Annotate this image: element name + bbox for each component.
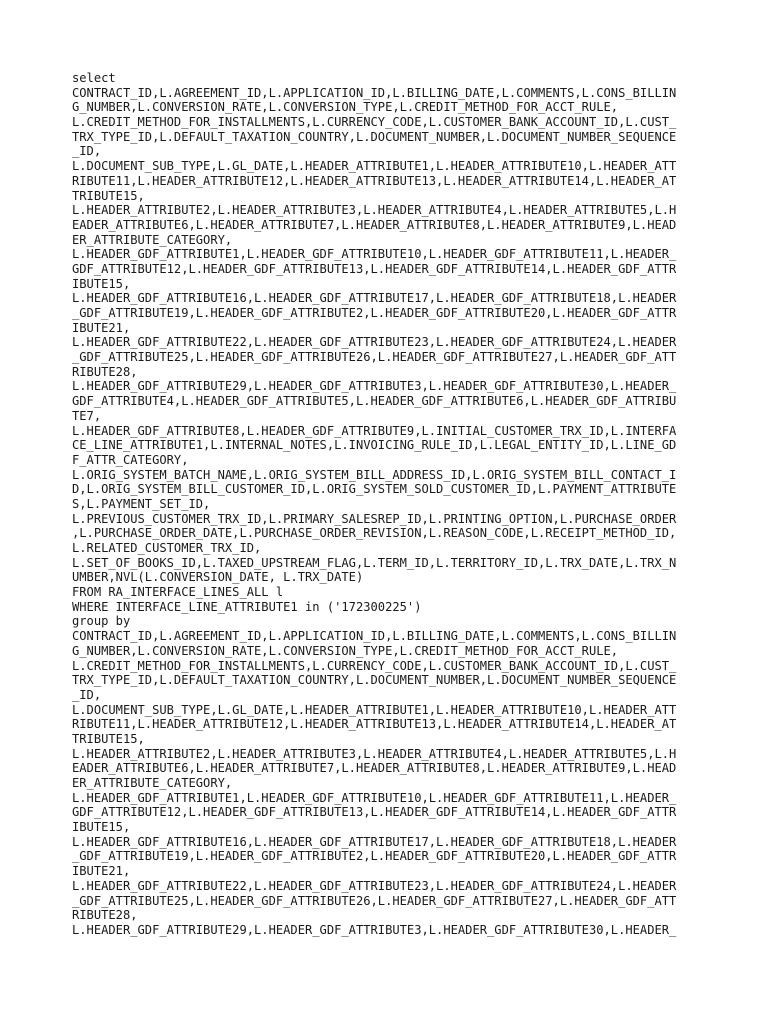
code-line: L.HEADER_GDF_ATTRIBUTE29,L.HEADER_GDF_ATTRIBUTE3,L.HEADER_GDF_ATTRIBUTE30,L.HEADER_	[72, 379, 677, 394]
sql-code-block	[72, 71, 712, 938]
code-line: WHERE INTERFACE_LINE_ATTRIBUTE1 in ('172300225')	[72, 599, 422, 614]
code-line: L.HEADER_GDF_ATTRIBUTE1,L.HEADER_GDF_ATTRIBUTE10,L.HEADER_GDF_ATTRIBUTE11,L.HEADER_	[72, 247, 677, 262]
code-line: L.SET_OF_BOOKS_ID,L.TAXED_UPSTREAM_FLAG,L.TERM_ID,L.TERRITORY_ID,L.TRX_DATE,L.TRX_N	[72, 555, 677, 570]
code-line: EADER_ATTRIBUTE6,L.HEADER_ATTRIBUTE7,L.HEADER_ATTRIBUTE8,L.HEADER_ATTRIBUTE9,L.HEAD	[72, 761, 677, 776]
code-line: IBUTE21,	[72, 864, 131, 879]
code-line: _ID,	[72, 687, 102, 702]
code-line: UMBER,NVL(L.CONVERSION_DATE, L.TRX_DATE)	[72, 570, 364, 585]
code-line: L.CREDIT_METHOD_FOR_INSTALLMENTS,L.CURRENCY_CODE,L.CUSTOMER_BANK_ACCOUNT_ID,L.CUST_	[72, 115, 677, 130]
code-line: L.DOCUMENT_SUB_TYPE,L.GL_DATE,L.HEADER_ATTRIBUTE1,L.HEADER_ATTRIBUTE10,L.HEADER_ATT	[72, 702, 677, 717]
code-line: GDF_ATTRIBUTE12,L.HEADER_GDF_ATTRIBUTE13,L.HEADER_GDF_ATTRIBUTE14,L.HEADER_GDF_ATTR	[72, 261, 677, 276]
code-line: L.HEADER_GDF_ATTRIBUTE22,L.HEADER_GDF_ATTRIBUTE23,L.HEADER_GDF_ATTRIBUTE24,L.HEADER	[72, 335, 677, 350]
code-line: GDF_ATTRIBUTE4,L.HEADER_GDF_ATTRIBUTE5,L.HEADER_GDF_ATTRIBUTE6,L.HEADER_GDF_ATTRIBU	[72, 394, 677, 409]
code-line: _GDF_ATTRIBUTE19,L.HEADER_GDF_ATTRIBUTE2,L.HEADER_GDF_ATTRIBUTE20,L.HEADER_GDF_ATTR	[72, 306, 677, 320]
document-page	[72, 71, 712, 938]
code-line: RIBUTE11,L.HEADER_ATTRIBUTE12,L.HEADER_ATTRIBUTE13,L.HEADER_ATTRIBUTE14,L.HEADER_AT	[72, 717, 677, 732]
code-line: L.DOCUMENT_SUB_TYPE,L.GL_DATE,L.HEADER_ATTRIBUTE1,L.HEADER_ATTRIBUTE10,L.HEADER_ATT	[72, 159, 677, 174]
code-line: _GDF_ATTRIBUTE19,L.HEADER_GDF_ATTRIBUTE2,L.HEADER_GDF_ATTRIBUTE20,L.HEADER_GDF_ATTR	[72, 849, 677, 864]
code-line: IBUTE21,	[72, 320, 131, 335]
code-line: L.HEADER_ATTRIBUTE2,L.HEADER_ATTRIBUTE3,L.HEADER_ATTRIBUTE4,L.HEADER_ATTRIBUTE5,L.H	[72, 203, 677, 218]
code-line: TRIBUTE15,	[72, 731, 145, 746]
code-line: RIBUTE28,	[72, 908, 138, 923]
code-line: L.ORIG_SYSTEM_BATCH_NAME,L.ORIG_SYSTEM_BILL_ADDRESS_ID,L.ORIG_SYSTEM_BILL_CONTACT_I	[72, 467, 677, 482]
code-line: CE_LINE_ATTRIBUTE1,L.INTERNAL_NOTES,L.INVOICING_RULE_ID,L.LEGAL_ENTITY_ID,L.LINE_GD	[72, 438, 677, 453]
code-line: IBUTE15,	[72, 276, 131, 291]
code-line: L.HEADER_ATTRIBUTE2,L.HEADER_ATTRIBUTE3,L.HEADER_ATTRIBUTE4,L.HEADER_ATTRIBUTE5,L.H	[72, 746, 677, 761]
code-line: _GDF_ATTRIBUTE25,L.HEADER_GDF_ATTRIBUTE26,L.HEADER_GDF_ATTRIBUTE27,L.HEADER_GDF_ATT	[72, 893, 677, 908]
code-line: select	[72, 71, 116, 85]
code-line: G_NUMBER,L.CONVERSION_RATE,L.CONVERSION_TYPE,L.CREDIT_METHOD_FOR_ACCT_RULE,	[72, 643, 619, 658]
code-line: S,L.PAYMENT_SET_ID,	[72, 496, 211, 511]
code-line: CONTRACT_ID,L.AGREEMENT_ID,L.APPLICATION_ID,L.BILLING_DATE,L.COMMENTS,L.CONS_BILLIN	[72, 629, 677, 644]
code-line: RIBUTE11,L.HEADER_ATTRIBUTE12,L.HEADER_ATTRIBUTE13,L.HEADER_ATTRIBUTE14,L.HEADER_AT	[72, 173, 677, 188]
code-line: TRX_TYPE_ID,L.DEFAULT_TAXATION_COUNTRY,L.DOCUMENT_NUMBER,L.DOCUMENT_NUMBER_SEQUENCE	[72, 129, 677, 144]
code-line: ,L.PURCHASE_ORDER_DATE,L.PURCHASE_ORDER_REVISION,L.REASON_CODE,L.RECEIPT_METHOD_ID,	[72, 526, 677, 541]
code-line: D,L.ORIG_SYSTEM_BILL_CUSTOMER_ID,L.ORIG_SYSTEM_SOLD_CUSTOMER_ID,L.PAYMENT_ATTRIBUTE	[72, 482, 677, 497]
code-line: ER_ATTRIBUTE_CATEGORY,	[72, 776, 233, 790]
code-line: L.HEADER_GDF_ATTRIBUTE22,L.HEADER_GDF_ATTRIBUTE23,L.HEADER_GDF_ATTRIBUTE24,L.HEADER	[72, 878, 677, 893]
code-line: L.HEADER_GDF_ATTRIBUTE8,L.HEADER_GDF_ATTRIBUTE9,L.INITIAL_CUSTOMER_TRX_ID,L.INTERFA	[72, 423, 677, 438]
code-line: FROM RA_INTERFACE_LINES_ALL l	[72, 585, 284, 600]
code-line: TRX_TYPE_ID,L.DEFAULT_TAXATION_COUNTRY,L.DOCUMENT_NUMBER,L.DOCUMENT_NUMBER_SEQUENCE	[72, 673, 677, 688]
code-line: RIBUTE28,	[72, 364, 138, 379]
code-line: L.CREDIT_METHOD_FOR_INSTALLMENTS,L.CURRENCY_CODE,L.CUSTOMER_BANK_ACCOUNT_ID,L.CUST_	[72, 658, 677, 673]
code-line: L.HEADER_GDF_ATTRIBUTE1,L.HEADER_GDF_ATTRIBUTE10,L.HEADER_GDF_ATTRIBUTE11,L.HEADER_	[72, 790, 677, 805]
code-line: IBUTE15,	[72, 820, 131, 835]
code-line: L.HEADER_GDF_ATTRIBUTE29,L.HEADER_GDF_ATTRIBUTE3,L.HEADER_GDF_ATTRIBUTE30,L.HEADER_	[72, 922, 677, 937]
code-line: F_ATTR_CATEGORY,	[72, 452, 189, 467]
code-line: L.HEADER_GDF_ATTRIBUTE16,L.HEADER_GDF_ATTRIBUTE17,L.HEADER_GDF_ATTRIBUTE18,L.HEADER	[72, 834, 677, 849]
code-line: GDF_ATTRIBUTE12,L.HEADER_GDF_ATTRIBUTE13,L.HEADER_GDF_ATTRIBUTE14,L.HEADER_GDF_ATTR	[72, 805, 677, 820]
code-line: ER_ATTRIBUTE_CATEGORY,	[72, 232, 233, 247]
code-line: G_NUMBER,L.CONVERSION_RATE,L.CONVERSION_TYPE,L.CREDIT_METHOD_FOR_ACCT_RULE,	[72, 100, 619, 115]
code-line: _GDF_ATTRIBUTE25,L.HEADER_GDF_ATTRIBUTE26,L.HEADER_GDF_ATTRIBUTE27,L.HEADER_GDF_ATT	[72, 350, 677, 365]
code-line: TE7,	[72, 408, 102, 423]
code-line: TRIBUTE15,	[72, 188, 145, 203]
code-line: CONTRACT_ID,L.AGREEMENT_ID,L.APPLICATION_ID,L.BILLING_DATE,L.COMMENTS,L.CONS_BILLIN	[72, 85, 677, 100]
code-line: group by	[72, 614, 131, 629]
code-line: L.RELATED_CUSTOMER_TRX_ID,	[72, 541, 262, 555]
code-line: L.PREVIOUS_CUSTOMER_TRX_ID,L.PRIMARY_SALESREP_ID,L.PRINTING_OPTION,L.PURCHASE_ORDER	[72, 511, 677, 526]
code-line: _ID,	[72, 144, 102, 159]
code-line: EADER_ATTRIBUTE6,L.HEADER_ATTRIBUTE7,L.HEADER_ATTRIBUTE8,L.HEADER_ATTRIBUTE9,L.HEAD	[72, 217, 677, 232]
code-line: L.HEADER_GDF_ATTRIBUTE16,L.HEADER_GDF_ATTRIBUTE17,L.HEADER_GDF_ATTRIBUTE18,L.HEADER	[72, 291, 677, 306]
